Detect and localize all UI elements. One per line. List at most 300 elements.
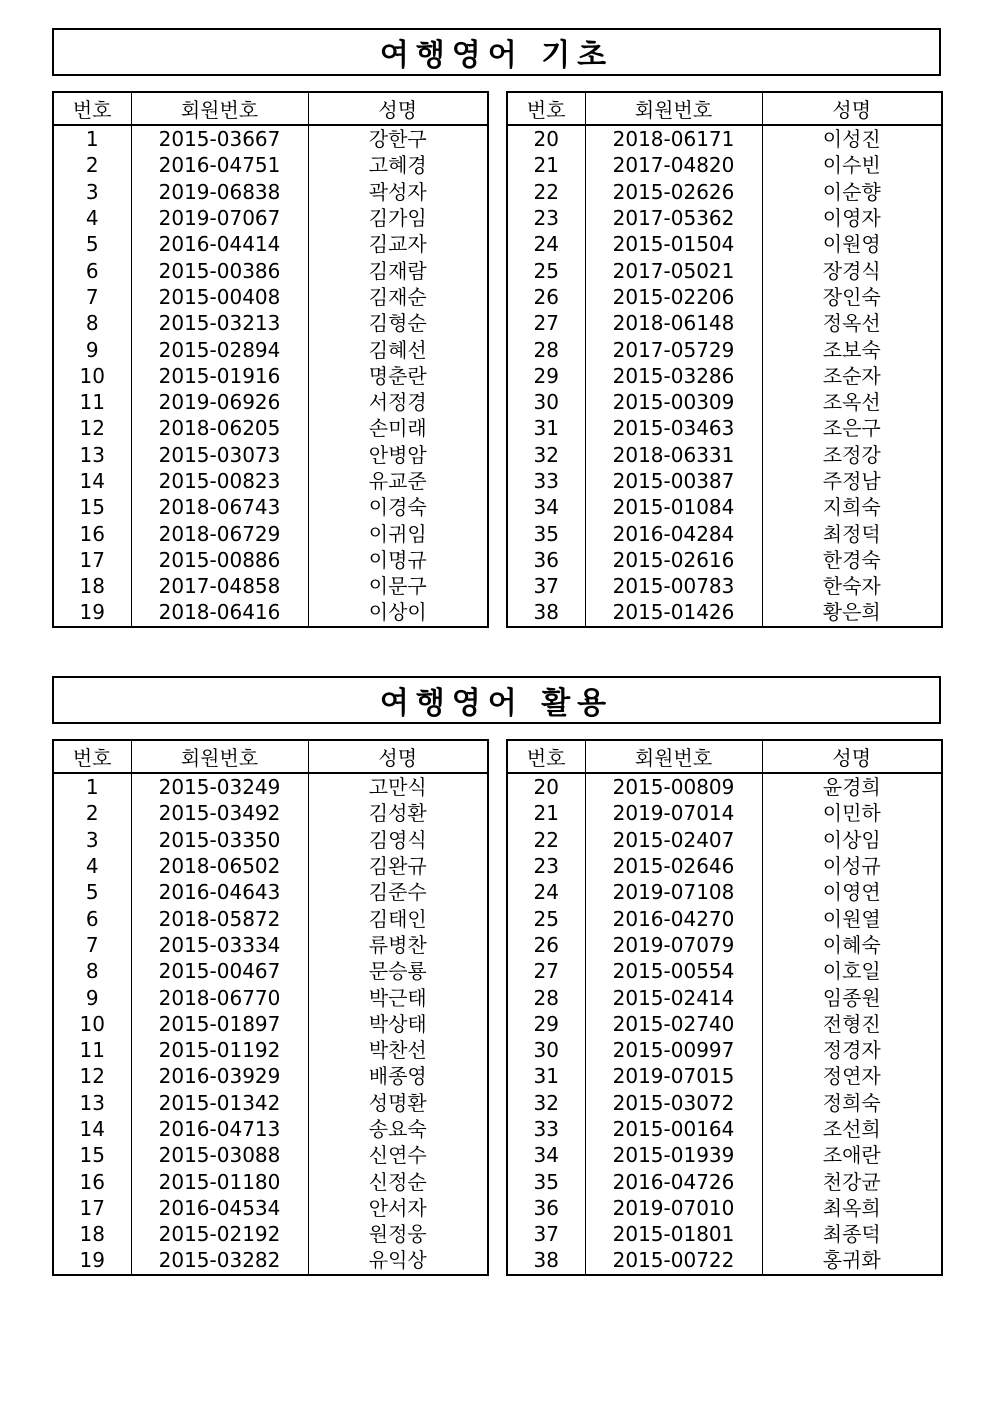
cell-name: 이민하 xyxy=(762,800,942,826)
table-row xyxy=(53,547,488,573)
cell-name: 성명환 xyxy=(308,1090,488,1116)
cell-member-id: 2015-02206 xyxy=(585,284,762,310)
cell-name: 박근태 xyxy=(308,984,488,1010)
cell-name: 유익상 xyxy=(308,1247,488,1274)
roster-tables xyxy=(52,91,941,631)
cell-name: 김교자 xyxy=(308,231,488,257)
cell-name: 조선희 xyxy=(762,1116,942,1142)
cell-no: 22 xyxy=(507,827,585,853)
cell-no: 4 xyxy=(53,205,131,231)
cell-no: 35 xyxy=(507,1168,585,1194)
cell-name: 주정남 xyxy=(762,468,942,494)
table-row xyxy=(507,827,942,853)
table-row xyxy=(53,1011,488,1037)
cell-name: 유교준 xyxy=(308,468,488,494)
cell-member-id: 2015-00823 xyxy=(131,468,308,494)
table-row xyxy=(507,984,942,1010)
cell-no: 13 xyxy=(53,1090,131,1116)
cell-no: 37 xyxy=(507,1221,585,1247)
table-row xyxy=(507,205,942,231)
cell-member-id: 2015-01504 xyxy=(585,231,762,257)
table-row xyxy=(53,442,488,468)
cell-member-id: 2017-05021 xyxy=(585,257,762,283)
cell-member-id: 2015-00386 xyxy=(131,257,308,283)
cell-no: 31 xyxy=(507,415,585,441)
table-row xyxy=(53,1090,488,1116)
cell-member-id: 2018-06331 xyxy=(585,442,762,468)
cell-no: 38 xyxy=(507,1247,585,1274)
cell-member-id: 2019-07015 xyxy=(585,1063,762,1089)
cell-name: 한경숙 xyxy=(762,547,942,573)
cell-member-id: 2015-02192 xyxy=(131,1221,308,1247)
cell-member-id: 2018-06743 xyxy=(131,494,308,520)
cell-name: 김성환 xyxy=(308,800,488,826)
header-no: 번호 xyxy=(507,92,585,125)
header-no: 번호 xyxy=(53,92,131,125)
cell-name: 강한구 xyxy=(308,125,488,152)
cell-no: 23 xyxy=(507,205,585,231)
cell-no: 25 xyxy=(507,257,585,283)
table-row xyxy=(507,1116,942,1142)
cell-no: 19 xyxy=(53,1247,131,1274)
cell-no: 28 xyxy=(507,984,585,1010)
cell-member-id: 2015-02894 xyxy=(131,336,308,362)
cell-name: 김형순 xyxy=(308,310,488,336)
cell-no: 7 xyxy=(53,932,131,958)
cell-name: 이영연 xyxy=(762,879,942,905)
cell-no: 34 xyxy=(507,494,585,520)
cell-member-id: 2015-03073 xyxy=(131,442,308,468)
header-row xyxy=(53,92,488,125)
cell-member-id: 2015-03463 xyxy=(585,415,762,441)
cell-member-id: 2015-03072 xyxy=(585,1090,762,1116)
table-row xyxy=(53,958,488,984)
cell-no: 19 xyxy=(53,599,131,626)
cell-name: 이경숙 xyxy=(308,494,488,520)
cell-name: 이순향 xyxy=(762,179,942,205)
cell-no: 3 xyxy=(53,179,131,205)
cell-member-id: 2017-05362 xyxy=(585,205,762,231)
cell-no: 20 xyxy=(507,773,585,800)
cell-member-id: 2018-06770 xyxy=(131,984,308,1010)
table-row xyxy=(507,1168,942,1194)
table-row xyxy=(53,1037,488,1063)
cell-name: 류병찬 xyxy=(308,932,488,958)
cell-member-id: 2016-04284 xyxy=(585,520,762,546)
table-row xyxy=(53,773,488,800)
cell-name: 윤경희 xyxy=(762,773,942,800)
cell-no: 23 xyxy=(507,853,585,879)
cell-no: 15 xyxy=(53,494,131,520)
cell-no: 11 xyxy=(53,1037,131,1063)
cell-no: 13 xyxy=(53,442,131,468)
cell-name: 전형진 xyxy=(762,1011,942,1037)
cell-no: 28 xyxy=(507,336,585,362)
cell-no: 5 xyxy=(53,879,131,905)
header-no: 번호 xyxy=(507,740,585,773)
cell-no: 21 xyxy=(507,800,585,826)
cell-name: 배종영 xyxy=(308,1063,488,1089)
cell-member-id: 2015-02646 xyxy=(585,853,762,879)
cell-no: 7 xyxy=(53,284,131,310)
table-row xyxy=(53,800,488,826)
table-row xyxy=(53,520,488,546)
table-row xyxy=(53,468,488,494)
cell-no: 26 xyxy=(507,284,585,310)
table-row xyxy=(53,853,488,879)
header-member-id: 회원번호 xyxy=(585,92,762,125)
cell-member-id: 2016-04751 xyxy=(131,152,308,178)
cell-name: 한숙자 xyxy=(762,573,942,599)
cell-member-id: 2015-00722 xyxy=(585,1247,762,1274)
cell-member-id: 2015-02626 xyxy=(585,179,762,205)
cell-member-id: 2015-03350 xyxy=(131,827,308,853)
cell-member-id: 2018-06729 xyxy=(131,520,308,546)
table-row xyxy=(53,257,488,283)
table-row xyxy=(507,958,942,984)
table-row xyxy=(53,1063,488,1089)
cell-member-id: 2015-01939 xyxy=(585,1142,762,1168)
table-row xyxy=(507,547,942,573)
cell-member-id: 2015-00164 xyxy=(585,1116,762,1142)
cell-name: 김재람 xyxy=(308,257,488,283)
cell-no: 32 xyxy=(507,442,585,468)
cell-name: 이수빈 xyxy=(762,152,942,178)
roster-table-left xyxy=(52,91,489,628)
cell-name: 조보숙 xyxy=(762,336,942,362)
cell-no: 10 xyxy=(53,1011,131,1037)
cell-member-id: 2015-02740 xyxy=(585,1011,762,1037)
cell-no: 25 xyxy=(507,905,585,931)
header-name: 성명 xyxy=(308,92,488,125)
cell-member-id: 2019-07108 xyxy=(585,879,762,905)
roster-tables xyxy=(52,739,941,1279)
cell-name: 이명규 xyxy=(308,547,488,573)
cell-member-id: 2015-00997 xyxy=(585,1037,762,1063)
section-title: 여행영어 기초 xyxy=(379,38,614,73)
cell-member-id: 2015-00809 xyxy=(585,773,762,800)
table-row xyxy=(507,1037,942,1063)
header-member-id: 회원번호 xyxy=(131,740,308,773)
cell-no: 27 xyxy=(507,310,585,336)
cell-member-id: 2016-04713 xyxy=(131,1116,308,1142)
header-row xyxy=(53,740,488,773)
table-row xyxy=(507,599,942,626)
cell-no: 1 xyxy=(53,773,131,800)
cell-member-id: 2019-07067 xyxy=(131,205,308,231)
cell-name: 김영식 xyxy=(308,827,488,853)
cell-member-id: 2015-00387 xyxy=(585,468,762,494)
cell-member-id: 2015-03213 xyxy=(131,310,308,336)
cell-no: 31 xyxy=(507,1063,585,1089)
cell-member-id: 2015-01342 xyxy=(131,1090,308,1116)
table-row xyxy=(53,310,488,336)
cell-no: 2 xyxy=(53,152,131,178)
cell-no: 27 xyxy=(507,958,585,984)
cell-member-id: 2017-05729 xyxy=(585,336,762,362)
cell-member-id: 2015-01084 xyxy=(585,494,762,520)
cell-no: 6 xyxy=(53,257,131,283)
cell-no: 24 xyxy=(507,231,585,257)
cell-name: 이원열 xyxy=(762,905,942,931)
cell-no: 17 xyxy=(53,547,131,573)
cell-no: 3 xyxy=(53,827,131,853)
table-row xyxy=(507,231,942,257)
cell-member-id: 2015-01801 xyxy=(585,1221,762,1247)
cell-member-id: 2015-03334 xyxy=(131,932,308,958)
cell-name: 박상태 xyxy=(308,1011,488,1037)
cell-no: 12 xyxy=(53,1063,131,1089)
cell-member-id: 2015-00554 xyxy=(585,958,762,984)
table-row xyxy=(507,179,942,205)
table-row xyxy=(507,1063,942,1089)
section-applied xyxy=(52,676,941,1279)
cell-member-id: 2015-01426 xyxy=(585,599,762,626)
cell-member-id: 2015-01897 xyxy=(131,1011,308,1037)
cell-no: 33 xyxy=(507,468,585,494)
table-row xyxy=(53,1221,488,1247)
cell-name: 곽성자 xyxy=(308,179,488,205)
cell-no: 33 xyxy=(507,1116,585,1142)
cell-no: 14 xyxy=(53,468,131,494)
cell-name: 이호일 xyxy=(762,958,942,984)
cell-name: 조순자 xyxy=(762,363,942,389)
cell-name: 정경자 xyxy=(762,1037,942,1063)
cell-name: 문승룡 xyxy=(308,958,488,984)
cell-name: 김재순 xyxy=(308,284,488,310)
cell-name: 이성진 xyxy=(762,125,942,152)
cell-no: 4 xyxy=(53,853,131,879)
cell-member-id: 2015-03088 xyxy=(131,1142,308,1168)
cell-name: 황은희 xyxy=(762,599,942,626)
cell-no: 10 xyxy=(53,363,131,389)
cell-member-id: 2015-01916 xyxy=(131,363,308,389)
cell-no: 2 xyxy=(53,800,131,826)
table-row xyxy=(507,152,942,178)
cell-no: 11 xyxy=(53,389,131,415)
cell-member-id: 2015-00886 xyxy=(131,547,308,573)
cell-member-id: 2015-02407 xyxy=(585,827,762,853)
cell-name: 정희숙 xyxy=(762,1090,942,1116)
cell-no: 26 xyxy=(507,932,585,958)
cell-member-id: 2015-02414 xyxy=(585,984,762,1010)
cell-name: 송요숙 xyxy=(308,1116,488,1142)
cell-member-id: 2019-07010 xyxy=(585,1195,762,1221)
cell-member-id: 2017-04858 xyxy=(131,573,308,599)
cell-no: 12 xyxy=(53,415,131,441)
cell-member-id: 2018-06148 xyxy=(585,310,762,336)
cell-member-id: 2015-00309 xyxy=(585,389,762,415)
table-row xyxy=(507,879,942,905)
cell-name: 최종덕 xyxy=(762,1221,942,1247)
cell-no: 8 xyxy=(53,310,131,336)
cell-name: 김가임 xyxy=(308,205,488,231)
roster-table-right xyxy=(506,739,943,1276)
cell-member-id: 2015-02616 xyxy=(585,547,762,573)
table-row xyxy=(507,1195,942,1221)
cell-name: 조옥선 xyxy=(762,389,942,415)
cell-no: 30 xyxy=(507,1037,585,1063)
cell-no: 22 xyxy=(507,179,585,205)
cell-member-id: 2018-06502 xyxy=(131,853,308,879)
table-row xyxy=(53,573,488,599)
table-row xyxy=(507,494,942,520)
cell-member-id: 2015-03249 xyxy=(131,773,308,800)
table-row xyxy=(53,363,488,389)
table-row xyxy=(507,905,942,931)
cell-name: 이성규 xyxy=(762,853,942,879)
cell-name: 정옥선 xyxy=(762,310,942,336)
cell-name: 손미래 xyxy=(308,415,488,441)
cell-no: 18 xyxy=(53,573,131,599)
cell-member-id: 2018-06205 xyxy=(131,415,308,441)
cell-name: 이상임 xyxy=(762,827,942,853)
cell-member-id: 2019-07079 xyxy=(585,932,762,958)
roster-table-right xyxy=(506,91,943,628)
cell-no: 35 xyxy=(507,520,585,546)
table-row xyxy=(53,415,488,441)
cell-name: 안병암 xyxy=(308,442,488,468)
table-row xyxy=(53,1142,488,1168)
cell-no: 17 xyxy=(53,1195,131,1221)
cell-name: 이원영 xyxy=(762,231,942,257)
cell-member-id: 2015-03286 xyxy=(585,363,762,389)
section-title: 여행영어 활용 xyxy=(379,686,614,721)
cell-name: 김혜선 xyxy=(308,336,488,362)
cell-member-id: 2017-04820 xyxy=(585,152,762,178)
table-row xyxy=(53,494,488,520)
table-row xyxy=(507,284,942,310)
cell-name: 원정웅 xyxy=(308,1221,488,1247)
cell-no: 18 xyxy=(53,1221,131,1247)
table-row xyxy=(53,125,488,152)
roster-table-left xyxy=(52,739,489,1276)
cell-member-id: 2015-03282 xyxy=(131,1247,308,1274)
cell-member-id: 2015-03492 xyxy=(131,800,308,826)
table-row xyxy=(507,520,942,546)
cell-name: 최옥희 xyxy=(762,1195,942,1221)
cell-no: 32 xyxy=(507,1090,585,1116)
table-row xyxy=(53,389,488,415)
cell-no: 5 xyxy=(53,231,131,257)
cell-no: 24 xyxy=(507,879,585,905)
table-row xyxy=(53,599,488,626)
header-member-id: 회원번호 xyxy=(585,740,762,773)
section-title-box xyxy=(52,28,941,76)
cell-no: 15 xyxy=(53,1142,131,1168)
table-row xyxy=(53,205,488,231)
table-row xyxy=(507,468,942,494)
table-row xyxy=(53,1116,488,1142)
cell-no: 6 xyxy=(53,905,131,931)
cell-name: 김태인 xyxy=(308,905,488,931)
table-row xyxy=(507,573,942,599)
table-row xyxy=(507,442,942,468)
table-row xyxy=(507,773,942,800)
cell-member-id: 2016-04414 xyxy=(131,231,308,257)
table-row xyxy=(53,827,488,853)
cell-no: 34 xyxy=(507,1142,585,1168)
cell-no: 16 xyxy=(53,1168,131,1194)
header-name: 성명 xyxy=(308,740,488,773)
cell-name: 이문구 xyxy=(308,573,488,599)
cell-no: 1 xyxy=(53,125,131,152)
table-row xyxy=(53,905,488,931)
table-row xyxy=(53,984,488,1010)
cell-no: 37 xyxy=(507,573,585,599)
table-row xyxy=(507,932,942,958)
cell-no: 9 xyxy=(53,336,131,362)
table-row xyxy=(53,336,488,362)
table-row xyxy=(507,1247,942,1274)
cell-no: 8 xyxy=(53,958,131,984)
table-row xyxy=(507,310,942,336)
table-row xyxy=(507,389,942,415)
cell-no: 29 xyxy=(507,363,585,389)
cell-no: 36 xyxy=(507,547,585,573)
section-basic xyxy=(52,28,941,631)
cell-name: 이혜숙 xyxy=(762,932,942,958)
cell-name: 정연자 xyxy=(762,1063,942,1089)
table-row xyxy=(507,853,942,879)
cell-no: 36 xyxy=(507,1195,585,1221)
cell-name: 장경식 xyxy=(762,257,942,283)
table-row xyxy=(507,257,942,283)
cell-name: 이상이 xyxy=(308,599,488,626)
cell-no: 9 xyxy=(53,984,131,1010)
cell-no: 21 xyxy=(507,152,585,178)
cell-no: 38 xyxy=(507,599,585,626)
cell-no: 30 xyxy=(507,389,585,415)
section-title-box xyxy=(52,676,941,724)
table-row xyxy=(53,231,488,257)
cell-no: 29 xyxy=(507,1011,585,1037)
table-row xyxy=(507,800,942,826)
table-row xyxy=(507,1090,942,1116)
table-row xyxy=(53,1247,488,1274)
cell-name: 임종원 xyxy=(762,984,942,1010)
table-row xyxy=(53,879,488,905)
cell-member-id: 2019-06926 xyxy=(131,389,308,415)
cell-name: 서정경 xyxy=(308,389,488,415)
table-row xyxy=(507,415,942,441)
cell-member-id: 2016-04726 xyxy=(585,1168,762,1194)
cell-name: 천강균 xyxy=(762,1168,942,1194)
table-row xyxy=(53,1168,488,1194)
cell-name: 이영자 xyxy=(762,205,942,231)
table-row xyxy=(53,1195,488,1221)
cell-member-id: 2016-04643 xyxy=(131,879,308,905)
cell-member-id: 2015-00467 xyxy=(131,958,308,984)
cell-member-id: 2016-04270 xyxy=(585,905,762,931)
header-no: 번호 xyxy=(53,740,131,773)
cell-name: 고만식 xyxy=(308,773,488,800)
table-row xyxy=(507,363,942,389)
cell-name: 신연수 xyxy=(308,1142,488,1168)
cell-name: 안서자 xyxy=(308,1195,488,1221)
cell-name: 박찬선 xyxy=(308,1037,488,1063)
cell-no: 16 xyxy=(53,520,131,546)
header-member-id: 회원번호 xyxy=(131,92,308,125)
cell-name: 신정순 xyxy=(308,1168,488,1194)
table-row xyxy=(507,1011,942,1037)
header-name: 성명 xyxy=(762,92,942,125)
table-row xyxy=(507,1142,942,1168)
cell-member-id: 2015-03667 xyxy=(131,125,308,152)
cell-name: 장인숙 xyxy=(762,284,942,310)
cell-name: 지희숙 xyxy=(762,494,942,520)
cell-name: 조정강 xyxy=(762,442,942,468)
